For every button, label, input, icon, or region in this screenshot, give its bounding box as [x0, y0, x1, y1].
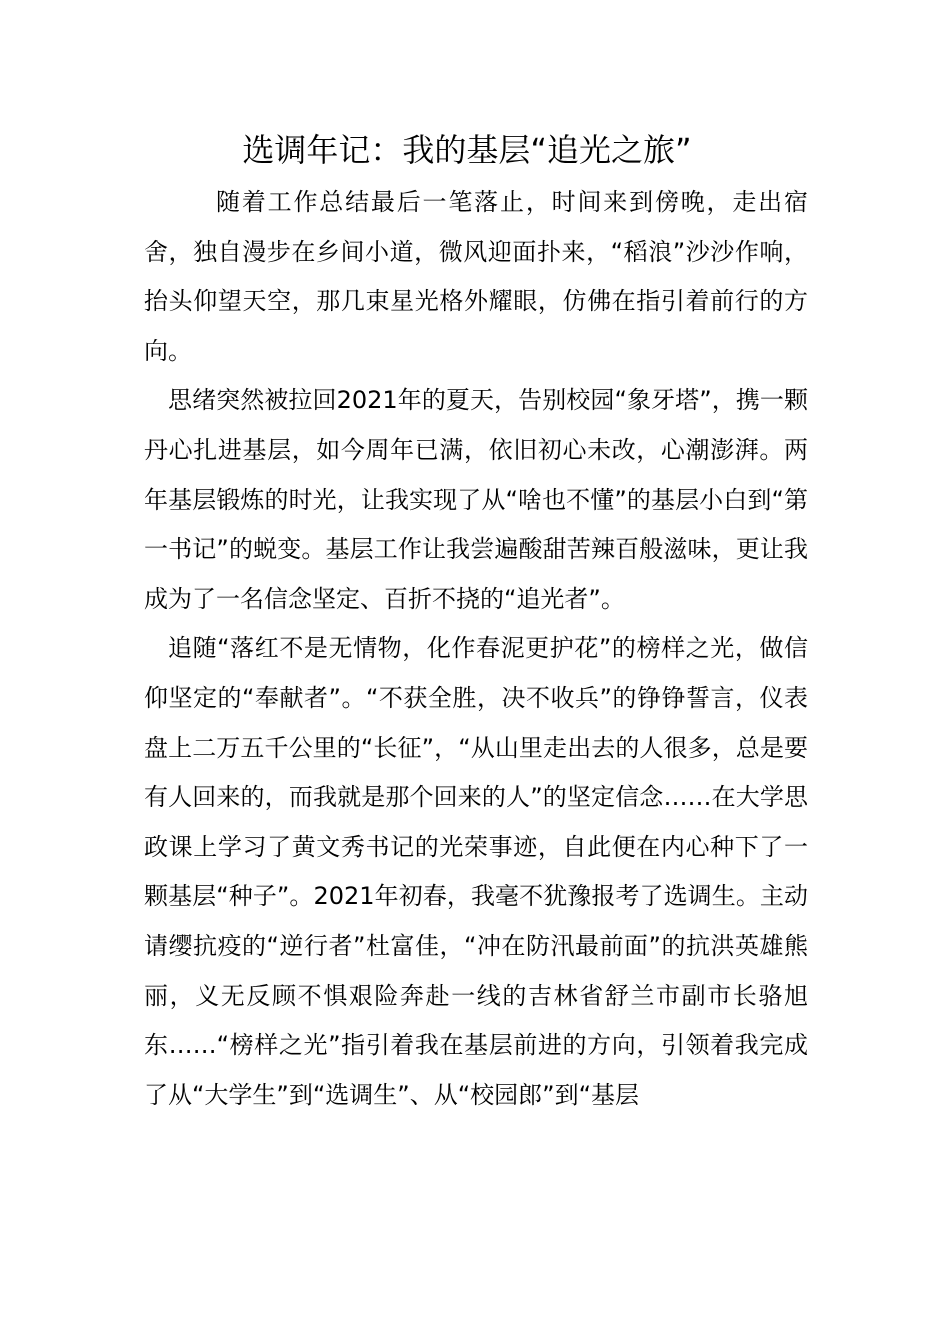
paragraph-3: 追随“落红不是无情物，化作春泥更护花”的榜样之光，做信仰坚定的“奉献者”。“不获全胜，决不收兵”的铮铮誓言，仪表盘上二万五千公里的“长征”，“从山里走出去的人很多，总是要有人回来的，而我就是那个回来的人”的坚定信念……在大学思政课上学习了黄文秀书记的光荣事迹，自此便在内心种下了一颗基层“种子”。2021年初春，我毫不犹豫报考了选调生。主动请缨抗疫的“逆行者”杜富佳，“冲在防汛最前面”的抗洪英雄熊丽，义无反顾不惧艰险奔赴一线的吉林省舒兰市副市长骆旭东……“榜样之光”指引着我在基层前进的方向，引领着我完成了从“大学生”到“选调生”、从“校园郎”到“基层: [144, 634, 808, 1109]
document-body: [144, 178, 808, 1120]
paragraph-1: 随着工作总结最后一笔落止，时间来到傍晚，走出宿舍，独自漫步在乡间小道，微风迎面扑来，“稻浪”沙沙作响，抬头仰望天空，那几束星光格外耀眼，仿佛在指引着前行的方向。: [144, 188, 808, 365]
document-title: 选调年记：我的基层“追光之旅”: [242, 131, 692, 169]
paragraph-2: 思绪突然被拉回2021年的夏天，告别校园“象牙塔”，携一颗丹心扎进基层，如今周年已满，依旧初心未改，心潮澎湃。两年基层锻炼的时光，让我实现了从“啥也不懂”的基层小白到“第一书记”的蜕变。基层工作让我尝遍酸甜苦辣百般滋味，更让我成为了一名信念坚定、百折不挠的“追光者”。: [144, 386, 808, 613]
